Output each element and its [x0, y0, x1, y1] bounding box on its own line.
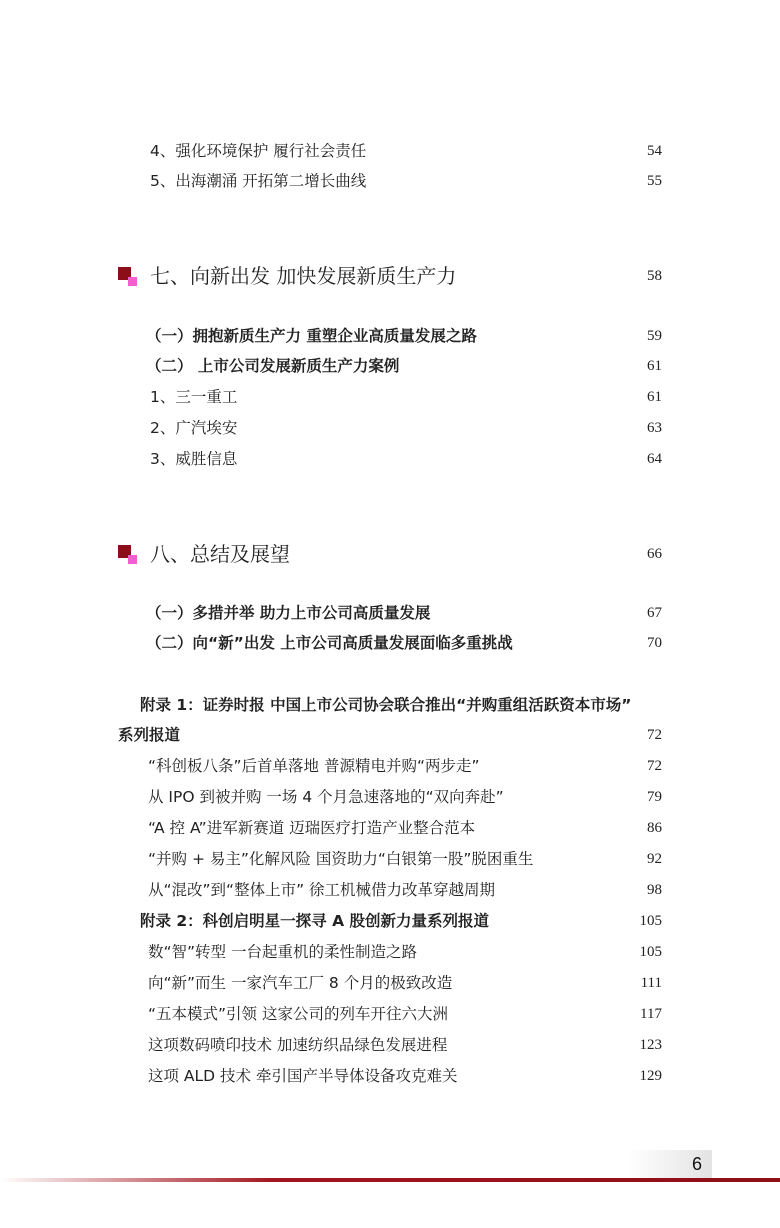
section-heading-8 — [0, 539, 780, 569]
toc-entry — [0, 844, 780, 874]
toc-entry-label: 2、广汽埃安 — [150, 419, 238, 437]
square-bullet-icon — [118, 267, 138, 287]
toc-entry-page: 98 — [647, 882, 662, 898]
toc-entry-label: （二） 上市公司发展新质生产力案例 — [146, 357, 400, 375]
toc-entry-page: 72 — [647, 758, 662, 774]
toc-entry-page: 79 — [647, 789, 662, 805]
toc-entry-page: 61 — [647, 358, 662, 374]
toc-entry-label: 3、威胜信息 — [150, 450, 238, 468]
footer-rule — [0, 1178, 780, 1182]
toc-entry-page: 105 — [639, 944, 662, 960]
section-title: 八、总结及展望 — [150, 542, 290, 566]
toc-entry-label: 1、三一重工 — [150, 388, 238, 406]
toc-entry-label: 从 IPO 到被并购 一场 4 个月急速落地的“双向奔赴” — [148, 788, 504, 806]
toc-entry-page: 117 — [640, 1006, 662, 1022]
toc-entry — [0, 782, 780, 812]
toc-entry — [0, 751, 780, 781]
toc-entry — [0, 1030, 780, 1060]
toc-entry — [0, 444, 780, 474]
toc-entry-label: 4、强化环境保护 履行社会责任 — [150, 142, 367, 160]
toc-entry — [0, 875, 780, 905]
toc-entry-label: “科创板八条”后首单落地 普源精电并购“两步走” — [148, 757, 480, 775]
square-bullet-icon — [118, 545, 138, 565]
toc-entry-page: 86 — [647, 820, 662, 836]
appendix-title-line2: 系列报道 — [118, 726, 181, 744]
toc-entry-label: 这项数码喷印技术 加速纺织品绿色发展进程 — [148, 1036, 448, 1054]
toc-entry-label: （二）向“新”出发 上市公司高质量发展面临多重挑战 — [146, 634, 513, 652]
page-number: 6 — [691, 1154, 702, 1174]
appendix-page: 105 — [639, 913, 662, 929]
toc-entry-page: 55 — [647, 173, 662, 189]
toc-entry — [0, 351, 780, 381]
toc-entry — [0, 999, 780, 1029]
toc-entry — [0, 598, 780, 628]
section-title: 七、向新出发 加快发展新质生产力 — [150, 264, 457, 288]
toc-entry-page: 61 — [647, 389, 662, 405]
toc-entry-page: 54 — [647, 143, 662, 159]
toc-entry-label: 从“混改”到“整体上市” 徐工机械借力改革穿越周期 — [148, 881, 496, 899]
toc-entry-page: 63 — [647, 420, 662, 436]
appendix-page: 72 — [647, 727, 662, 743]
appendix-title: 附录 2：科创启明星一探寻 A 股创新力量系列报道 — [140, 912, 489, 930]
toc-entry — [0, 628, 780, 658]
toc-entry-page: 59 — [647, 328, 662, 344]
toc-entry — [0, 937, 780, 967]
appendix-title-line1: 附录 1：证券时报 中国上市公司协会联合推出“并购重组活跃资本市场” — [140, 696, 632, 714]
toc-entry — [0, 968, 780, 998]
section-page: 58 — [647, 268, 662, 284]
toc-entry-label: “A 控 A”进军新赛道 迈瑞医疗打造产业整合范本 — [148, 819, 476, 837]
toc-entry-label: 数“智”转型 一台起重机的柔性制造之路 — [148, 943, 417, 961]
toc-entry — [0, 813, 780, 843]
toc-entry-label: 5、出海潮涌 开拓第二增长曲线 — [150, 172, 367, 190]
toc-entry — [0, 321, 780, 351]
toc-entry-5 — [0, 166, 780, 196]
toc-entry-page: 129 — [639, 1068, 662, 1084]
toc-entry-page: 64 — [647, 451, 662, 467]
toc-entry-4 — [0, 136, 780, 166]
toc-entry-page: 70 — [647, 635, 662, 651]
toc-entry — [0, 413, 780, 443]
toc-entry-page: 123 — [639, 1037, 662, 1053]
toc-entry-label: （一）拥抱新质生产力 重塑企业高质量发展之路 — [146, 327, 477, 345]
toc-entry — [0, 382, 780, 412]
toc-entry-page: 111 — [640, 975, 662, 991]
appendix-1-title — [0, 690, 780, 720]
toc-entry-label: （一）多措并举 助力上市公司高质量发展 — [146, 604, 431, 622]
appendix-1-title-cont — [0, 720, 780, 750]
section-heading-7 — [0, 261, 780, 291]
toc-entry — [0, 1061, 780, 1091]
page-number-box — [628, 1150, 712, 1178]
toc-entry-page: 67 — [647, 605, 662, 621]
toc-entry-label: 向“新”而生 一家汽车工厂 8 个月的极致改造 — [148, 974, 453, 992]
toc-entry-label: “五本模式”引领 这家公司的列车开往六大洲 — [148, 1005, 448, 1023]
appendix-2-title — [0, 906, 780, 936]
toc-entry-label: “并购 + 易主”化解风险 国资助力“白银第一股”脱困重生 — [148, 850, 534, 868]
toc-entry-label: 这项 ALD 技术 牵引国产半导体设备攻克难关 — [148, 1067, 458, 1085]
section-page: 66 — [647, 546, 662, 562]
toc-entry-page: 92 — [647, 851, 662, 867]
